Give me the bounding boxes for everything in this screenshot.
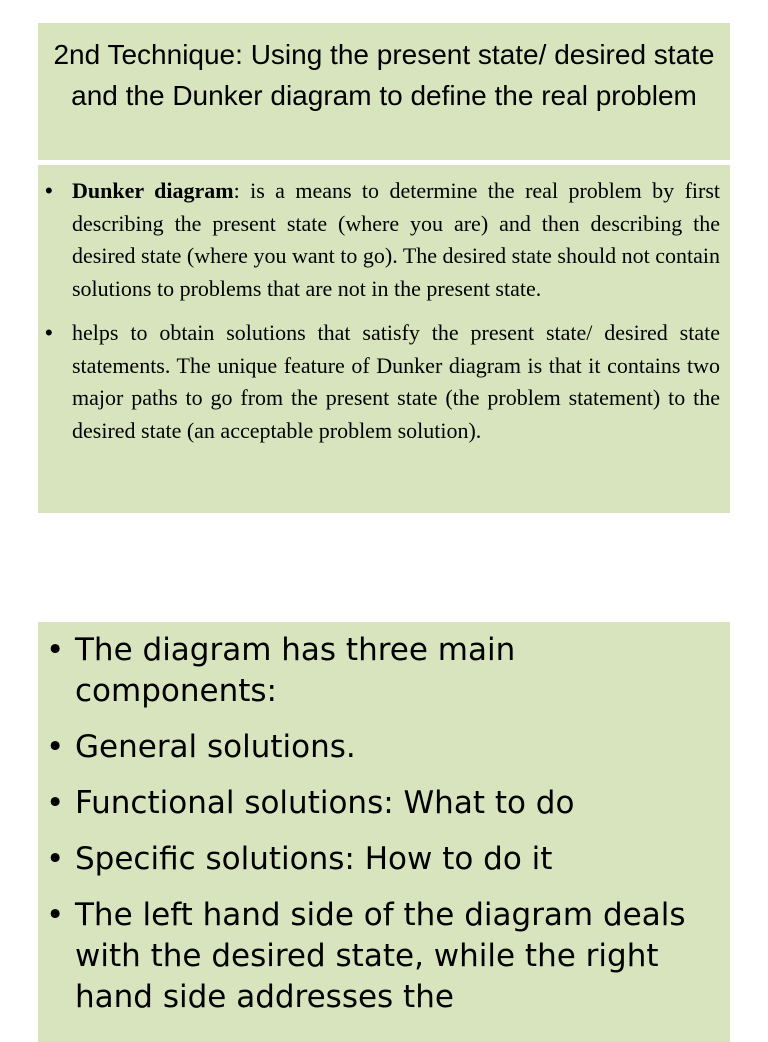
slide-title: 2nd Technique: Using the present state/ desired state and the Dunker diagram to define the real problem [53, 39, 715, 111]
term-label: Dunker diagram [72, 178, 234, 203]
bullet-icon: • [46, 897, 65, 933]
definition-list [45, 175, 721, 447]
definition-item-paths [45, 317, 720, 447]
bullet-icon: • [46, 841, 65, 877]
bullet-icon: • [45, 320, 53, 345]
components-list [46, 630, 715, 1033]
list-item [46, 895, 715, 1018]
definition-item-dunker [45, 175, 721, 305]
list-item-text: Specific solutions: How to do it [75, 841, 553, 877]
definition-panel [38, 165, 730, 513]
list-item [46, 630, 715, 712]
list-item [46, 839, 715, 880]
list-item-text: Functional solutions: What to do [75, 785, 575, 821]
definition-text: : is a means to determine the real problem by first describing the present state (where you are) and then describing the desired state (where you want to go). The desired state should not contain solutions to problems that are not in the present state. [72, 178, 721, 301]
list-item-text: The left hand side of the diagram deals with the desired state, while the right hand side addresses the [75, 897, 686, 1015]
bullet-icon: • [46, 729, 65, 765]
bullet-icon: • [45, 178, 53, 203]
components-panel [38, 622, 730, 1042]
list-item-text: General solutions. [75, 729, 356, 765]
bullet-icon: • [46, 632, 65, 668]
list-item [46, 783, 715, 824]
list-item-text: The diagram has three main components: [75, 632, 516, 709]
title-panel [38, 23, 730, 160]
definition-text: helps to obtain solutions that satisfy the present state/ desired state statements. The unique feature of Dunker diagram is that it contains two major paths to go from the present state (the problem statement) to the desired state (an acceptable problem solution). [72, 320, 720, 443]
bullet-icon: • [46, 785, 65, 821]
list-item [46, 727, 715, 768]
